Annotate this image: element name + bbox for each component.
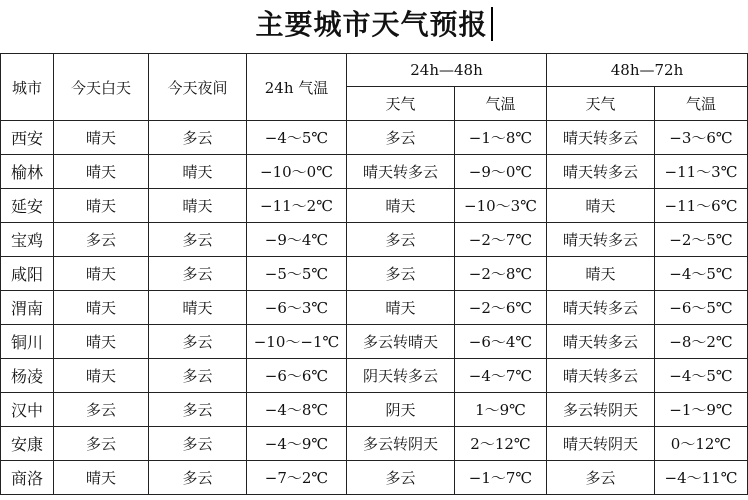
temp-24h: −6～3℃ bbox=[247, 291, 347, 325]
temp-24h: −4～5℃ bbox=[247, 121, 347, 155]
table-row bbox=[1, 291, 748, 325]
header-temp-48h: 气温 bbox=[455, 87, 547, 121]
weather-forecast-table bbox=[0, 53, 748, 495]
weather-72h: 晴天转多云 bbox=[547, 359, 655, 393]
temp-72h: −11～6℃ bbox=[655, 189, 748, 223]
weather-48h: 多云转阴天 bbox=[347, 427, 455, 461]
weather-72h: 晴天转多云 bbox=[547, 155, 655, 189]
weather-72h: 晴天转多云 bbox=[547, 291, 655, 325]
today-day-weather: 多云 bbox=[54, 223, 149, 257]
table-row bbox=[1, 393, 748, 427]
header-city: 城市 bbox=[1, 54, 54, 121]
city-name: 延安 bbox=[1, 189, 54, 223]
city-name: 咸阳 bbox=[1, 257, 54, 291]
temp-24h: −4～8℃ bbox=[247, 393, 347, 427]
today-night-weather: 多云 bbox=[149, 223, 247, 257]
temp-72h: −4～11℃ bbox=[655, 461, 748, 495]
weather-72h: 晴天转多云 bbox=[547, 223, 655, 257]
temp-48h: −1～8℃ bbox=[455, 121, 547, 155]
temp-48h: −2～6℃ bbox=[455, 291, 547, 325]
table-row bbox=[1, 461, 748, 495]
today-night-weather: 多云 bbox=[149, 359, 247, 393]
temp-72h: −4～5℃ bbox=[655, 257, 748, 291]
temp-48h: −4～7℃ bbox=[455, 359, 547, 393]
city-name: 渭南 bbox=[1, 291, 54, 325]
today-day-weather: 晴天 bbox=[54, 155, 149, 189]
today-night-weather: 多云 bbox=[149, 325, 247, 359]
temp-24h: −5～5℃ bbox=[247, 257, 347, 291]
header-today-night: 今天夜间 bbox=[149, 54, 247, 121]
weather-48h: 晴天 bbox=[347, 189, 455, 223]
city-name: 西安 bbox=[1, 121, 54, 155]
temp-72h: −2～5℃ bbox=[655, 223, 748, 257]
weather-72h: 晴天转多云 bbox=[547, 325, 655, 359]
today-night-weather: 多云 bbox=[149, 257, 247, 291]
weather-48h: 多云 bbox=[347, 223, 455, 257]
table-row bbox=[1, 427, 748, 461]
temp-24h: −10～0℃ bbox=[247, 155, 347, 189]
weather-48h: 多云 bbox=[347, 257, 455, 291]
temp-24h: −11～2℃ bbox=[247, 189, 347, 223]
temp-72h: 0～12℃ bbox=[655, 427, 748, 461]
city-name: 榆林 bbox=[1, 155, 54, 189]
weather-48h: 阴天 bbox=[347, 393, 455, 427]
text-cursor bbox=[491, 7, 493, 41]
temp-72h: −11～3℃ bbox=[655, 155, 748, 189]
today-day-weather: 晴天 bbox=[54, 461, 149, 495]
table-row bbox=[1, 359, 748, 393]
today-day-weather: 多云 bbox=[54, 393, 149, 427]
city-name: 杨凌 bbox=[1, 359, 54, 393]
page-title bbox=[0, 4, 748, 46]
temp-48h: −1～7℃ bbox=[455, 461, 547, 495]
city-name: 宝鸡 bbox=[1, 223, 54, 257]
temp-72h: −8～2℃ bbox=[655, 325, 748, 359]
page-title-text: 主要城市天气预报 bbox=[255, 8, 488, 41]
header-group-48-72h: 48h—72h bbox=[547, 54, 748, 87]
weather-48h: 晴天 bbox=[347, 291, 455, 325]
table-row bbox=[1, 325, 748, 359]
city-name: 铜川 bbox=[1, 325, 54, 359]
temp-48h: 2～12℃ bbox=[455, 427, 547, 461]
temp-48h: −2～8℃ bbox=[455, 257, 547, 291]
today-day-weather: 晴天 bbox=[54, 257, 149, 291]
weather-72h: 多云转阴天 bbox=[547, 393, 655, 427]
weather-48h: 多云转晴天 bbox=[347, 325, 455, 359]
header-group-24-48h: 24h—48h bbox=[347, 54, 547, 87]
temp-24h: −7～2℃ bbox=[247, 461, 347, 495]
header-row-top bbox=[1, 54, 748, 87]
today-day-weather: 晴天 bbox=[54, 291, 149, 325]
header-weather-72h: 天气 bbox=[547, 87, 655, 121]
weather-72h: 晴天 bbox=[547, 257, 655, 291]
temp-48h: −2～7℃ bbox=[455, 223, 547, 257]
header-temp-72h: 气温 bbox=[655, 87, 748, 121]
temp-48h: −10～3℃ bbox=[455, 189, 547, 223]
temp-24h: −4～9℃ bbox=[247, 427, 347, 461]
temp-72h: −3～6℃ bbox=[655, 121, 748, 155]
today-night-weather: 多云 bbox=[149, 461, 247, 495]
temp-24h: −9～4℃ bbox=[247, 223, 347, 257]
table-row bbox=[1, 121, 748, 155]
temp-48h: −9～0℃ bbox=[455, 155, 547, 189]
temp-72h: −6～5℃ bbox=[655, 291, 748, 325]
today-night-weather: 多云 bbox=[149, 393, 247, 427]
temp-24h: −6～6℃ bbox=[247, 359, 347, 393]
weather-72h: 晴天 bbox=[547, 189, 655, 223]
temp-72h: −1～9℃ bbox=[655, 393, 748, 427]
table-body bbox=[1, 121, 748, 495]
weather-72h: 晴天转多云 bbox=[547, 121, 655, 155]
today-day-weather: 多云 bbox=[54, 427, 149, 461]
weather-48h: 晴天转多云 bbox=[347, 155, 455, 189]
weather-48h: 阴天转多云 bbox=[347, 359, 455, 393]
weather-48h: 多云 bbox=[347, 461, 455, 495]
temp-48h: 1～9℃ bbox=[455, 393, 547, 427]
header-today-day: 今天白天 bbox=[54, 54, 149, 121]
today-night-weather: 晴天 bbox=[149, 291, 247, 325]
today-night-weather: 晴天 bbox=[149, 189, 247, 223]
today-night-weather: 多云 bbox=[149, 121, 247, 155]
weather-72h: 多云 bbox=[547, 461, 655, 495]
today-day-weather: 晴天 bbox=[54, 359, 149, 393]
city-name: 商洛 bbox=[1, 461, 54, 495]
temp-48h: −6～4℃ bbox=[455, 325, 547, 359]
today-night-weather: 晴天 bbox=[149, 155, 247, 189]
temp-24h: −10～−1℃ bbox=[247, 325, 347, 359]
today-day-weather: 晴天 bbox=[54, 325, 149, 359]
header-weather-48h: 天气 bbox=[347, 87, 455, 121]
city-name: 安康 bbox=[1, 427, 54, 461]
table-row bbox=[1, 257, 748, 291]
weather-72h: 晴天转阴天 bbox=[547, 427, 655, 461]
table-row bbox=[1, 155, 748, 189]
table-row bbox=[1, 189, 748, 223]
table-row bbox=[1, 223, 748, 257]
header-temp-24h: 24h 气温 bbox=[247, 54, 347, 121]
city-name: 汉中 bbox=[1, 393, 54, 427]
today-day-weather: 晴天 bbox=[54, 189, 149, 223]
today-night-weather: 多云 bbox=[149, 427, 247, 461]
temp-72h: −4～5℃ bbox=[655, 359, 748, 393]
today-day-weather: 晴天 bbox=[54, 121, 149, 155]
weather-48h: 多云 bbox=[347, 121, 455, 155]
